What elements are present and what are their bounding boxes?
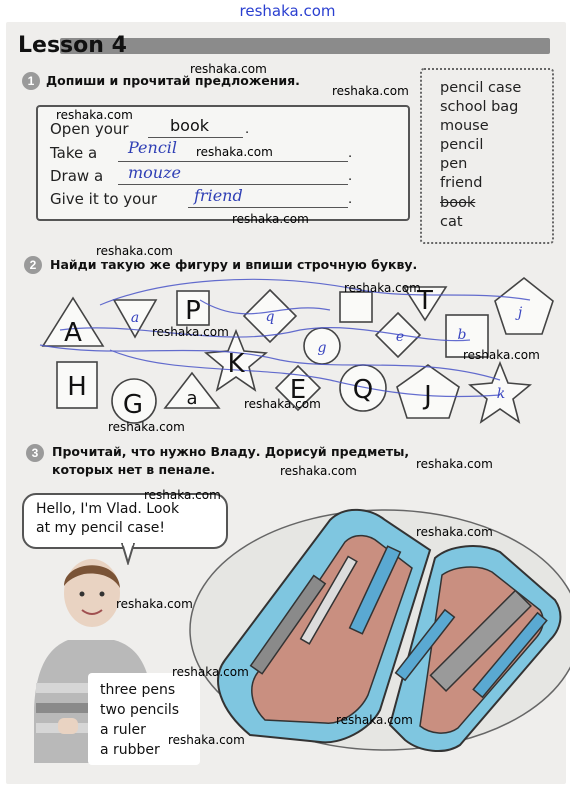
task-2-instruction: Найди такую же фигуру и впиши строчную букву. <box>50 257 418 272</box>
speech-bubble-line-1: Hello, I'm Vlad. Look <box>36 501 180 517</box>
watermark: reshaka.com <box>152 325 229 339</box>
watermark: reshaka.com <box>416 525 493 539</box>
watermark: reshaka.com <box>144 488 221 502</box>
watermark: reshaka.com <box>463 348 540 362</box>
shape-letter: T <box>417 286 433 316</box>
shape-letter: A <box>64 318 82 348</box>
site-header-link[interactable]: reshaka.com <box>239 2 336 20</box>
needs-list-item: a rubber <box>100 742 160 758</box>
word-box-item: pencil <box>440 137 484 153</box>
sentence-1-answer: book <box>170 116 209 135</box>
word-box-item: school bag <box>440 99 519 115</box>
handwritten-letter: g <box>317 340 327 356</box>
word-box-item: book <box>440 195 476 211</box>
handwritten-letter: b <box>457 327 467 343</box>
watermark: reshaka.com <box>116 597 193 611</box>
handwritten-letter: a <box>130 310 140 326</box>
sentence-2-text: Take a <box>50 144 98 162</box>
task-1-instruction: Допиши и прочитай предложения. <box>46 73 300 88</box>
lesson-header-bar <box>60 38 550 54</box>
word-box-item: cat <box>440 214 463 230</box>
shape-letter: Q <box>352 375 374 405</box>
sentence-4-answer: friend <box>194 186 243 205</box>
task-3-number: 3 <box>26 444 44 462</box>
sentence-3-blank <box>118 183 348 185</box>
word-box-item: pen <box>440 156 468 172</box>
handwritten-letter: j <box>517 305 523 321</box>
sentence-3-answer: mouze <box>128 163 182 182</box>
task-1-number: 1 <box>22 72 40 90</box>
sentence-2-answer: Pencil <box>128 138 178 157</box>
watermark: reshaka.com <box>168 733 245 747</box>
needs-list-item: a ruler <box>100 722 146 738</box>
sentence-2-period: . <box>348 144 353 161</box>
word-box-item: friend <box>440 175 483 191</box>
sentence-3-period: . <box>348 167 353 184</box>
square-shape <box>340 292 372 322</box>
sentence-4-blank <box>188 206 348 208</box>
watermark: reshaka.com <box>344 281 421 295</box>
task-3-instruction-line-1: Прочитай, что нужно Владу. Дорисуй предметы, <box>52 444 410 459</box>
word-box-item: pencil case <box>440 80 522 96</box>
shape-letter: a <box>186 388 198 409</box>
watermark: reshaka.com <box>108 420 185 434</box>
shape-letter: J <box>424 381 432 411</box>
watermark: reshaka.com <box>196 145 273 159</box>
needs-list-item: three pens <box>100 682 176 698</box>
sentence-4-period: . <box>348 190 353 207</box>
watermark: reshaka.com <box>172 665 249 679</box>
word-box-item: mouse <box>440 118 489 134</box>
watermark: reshaka.com <box>232 212 309 226</box>
speech-bubble-line-2: at my pencil case! <box>36 520 165 536</box>
shape-letter: H <box>67 372 87 402</box>
watermark: reshaka.com <box>332 84 409 98</box>
watermark: reshaka.com <box>244 397 321 411</box>
needs-list-item: two pencils <box>100 702 180 718</box>
lesson-title: Lesson 4 <box>18 33 127 58</box>
handwritten-letter: q <box>265 309 275 325</box>
shape-letter: P <box>185 296 201 326</box>
shape-letter: K <box>227 349 245 379</box>
task-3-instruction-line-2: которых нет в пенале. <box>52 462 216 477</box>
watermark: reshaka.com <box>96 244 173 258</box>
sentence-3-text: Draw a <box>50 167 104 185</box>
watermark: reshaka.com <box>336 713 413 727</box>
handwritten-letter: k <box>496 386 506 402</box>
pentagon-shape <box>495 278 553 334</box>
watermark: reshaka.com <box>56 108 133 122</box>
sentence-2-blank <box>118 160 348 162</box>
watermark: reshaka.com <box>190 62 267 76</box>
shape-letter: E <box>289 375 307 405</box>
sentence-1-text: Open your <box>50 120 129 138</box>
sentence-1-period: . <box>245 120 250 137</box>
watermark: reshaka.com <box>416 457 493 471</box>
shape-letter: G <box>122 390 144 420</box>
sentence-4-text: Give it to your <box>50 190 158 208</box>
watermark: reshaka.com <box>280 464 357 478</box>
task-2-number: 2 <box>24 256 42 274</box>
handwritten-letter: e <box>395 329 405 345</box>
